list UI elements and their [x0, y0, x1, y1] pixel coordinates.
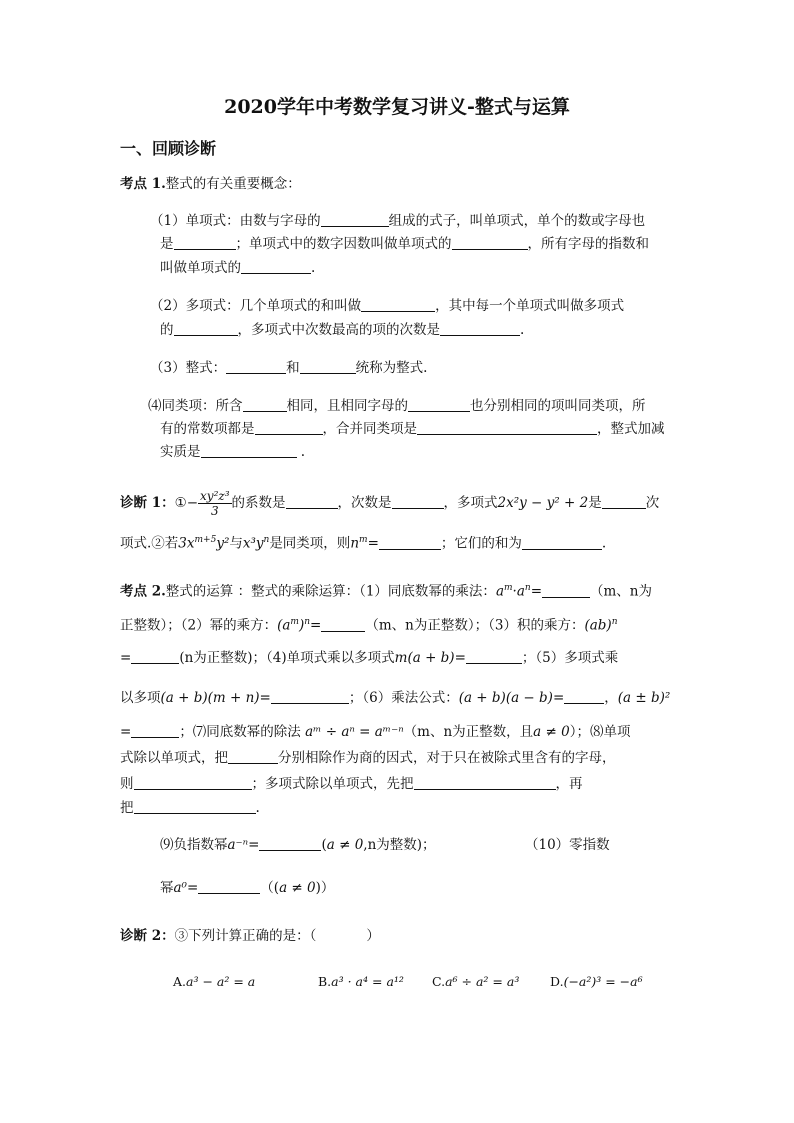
blank [228, 749, 278, 764]
blank [241, 259, 311, 274]
blank [198, 879, 260, 894]
kaodian1-item1-line3: 叫做单项式的 . [160, 260, 316, 276]
kaodian1-heading: 考点 1.整式的有关重要概念： [120, 176, 301, 192]
blank [392, 494, 444, 509]
blank [134, 799, 256, 814]
page-title: 2020学年中考数学复习讲义-整式与运算 [224, 96, 570, 118]
blank [243, 397, 287, 412]
blank [602, 494, 646, 509]
kaodian1-item2-line2: 的 ，多项式中次数最高的项的次数是 . [160, 322, 525, 338]
kaodian2-line8: 把 . [120, 800, 260, 816]
kaodian1-item4-line3: 实质是 . [160, 444, 306, 460]
kaodian2-line1: 考点 2.整式的运算 ：整式的乘除运算：（1）同底数幂的乘法：$a^m\cdot a^n= (m$、n为 [120, 583, 652, 600]
blank [286, 494, 338, 509]
kaodian2-line7: 则 ；多项式除以单项式，先把 ，再 [120, 776, 583, 792]
kaodian2-line9-right: （10）零指数 [525, 837, 610, 853]
kaodian1-item2-line1: （2）多项式：几个单项式的和叫做 ，其中每一个单项式叫做多项式 [150, 298, 625, 314]
blank [414, 775, 556, 790]
blank [564, 689, 604, 704]
section-heading: 一、回顾诊断 [120, 139, 217, 158]
blank [255, 420, 323, 435]
blank [361, 297, 435, 312]
blank [174, 235, 236, 250]
blank [542, 583, 590, 598]
kaodian2-line10: 幂a⁰= （(a ≠ 0)） [160, 880, 335, 896]
blank [134, 775, 252, 790]
kaodian2-line6: 式除以单项式，把 分别相除作为商的因式，对于只在被除式里含有的字母， [120, 750, 616, 766]
kaodian2-line5: = ；⑺同底数幂的除法 aᵐ ÷ aⁿ = aᵐ⁻ⁿ（m、n为正整数，且a ≠ 0）；⑻单项 [120, 724, 631, 740]
blank [131, 723, 179, 738]
kaodian2-line3: = (n为正整数)；（4)单项式乘以多项式m(a + b)= ；（5）多项式乘 [120, 650, 619, 666]
kaodian1-item4-line1: ⑷同类项：所含 相同，且相同字母的 也分别相同的项叫同类项，所 [148, 398, 646, 414]
blank [259, 836, 321, 851]
option-d: D.(−a²)³ = −a⁶ [550, 974, 643, 989]
blank [201, 443, 297, 458]
option-a: A.a³ − a² = a [173, 974, 256, 989]
blank [408, 397, 470, 412]
blank [300, 359, 356, 374]
blank [131, 649, 179, 664]
blank [174, 321, 238, 336]
blank [466, 649, 522, 664]
kaodian2-line4: 以多项(a + b)(m + n)= ；（6）乘法公式：(a + b)(a − b)= ，(a ± b)² [120, 690, 671, 706]
option-b: B.a³ · a⁴ = a¹² [318, 974, 404, 989]
blank [321, 617, 365, 632]
kaodian1-item1-line2: 是 ；单项式中的数字因数叫做单项式的 ，所有字母的指数和 [160, 236, 649, 252]
fraction: $\frac{\text{xy²z³}}{3}$ [200, 489, 230, 518]
zhenduan2-question: 诊断 2：③下列计算正确的是：（ ） [120, 928, 380, 944]
kaodian1-item4-line2: 有的常数项都是 ，合并同类项是 ，整式加减 [160, 421, 665, 437]
zhenduan1-line2: 项式.②若$3x^{m+5}y^2$与$x^3y^n$是同类项，则$n^m=$ ；它们的和为 . [120, 535, 607, 552]
blank [440, 321, 520, 336]
kaodian1-item1-line1: （1）单项式：由数与字母的 组成的式子，叫单项式，单个的数或字母也 [150, 213, 646, 229]
blank [226, 359, 286, 374]
blank [271, 689, 349, 704]
blank [417, 420, 597, 435]
blank [522, 535, 602, 550]
kaodian2-line9: ⑼负指数幂a⁻ⁿ= (a ≠ 0,n为整数)； [160, 837, 436, 853]
kaodian2-line2: 正整数）；（2）幂的乘方：$(a^m)^n= (m$、n为正整数）；（3）积的乘方：(ab)$^n$ [120, 617, 618, 634]
zhenduan1-line1: 诊断 1：①− $\frac{\text{xy²z³}}{3}$ 的系数是 ，次数是 ，多项式2x²y − y² + 2是 次 [120, 489, 660, 518]
kaodian1-item3: （3）整式： 和 统称为整式. [150, 360, 428, 376]
blank [379, 535, 441, 550]
blank [452, 235, 528, 250]
option-c: C.a⁶ ÷ a² = a³ [432, 974, 520, 989]
blank [321, 212, 389, 227]
